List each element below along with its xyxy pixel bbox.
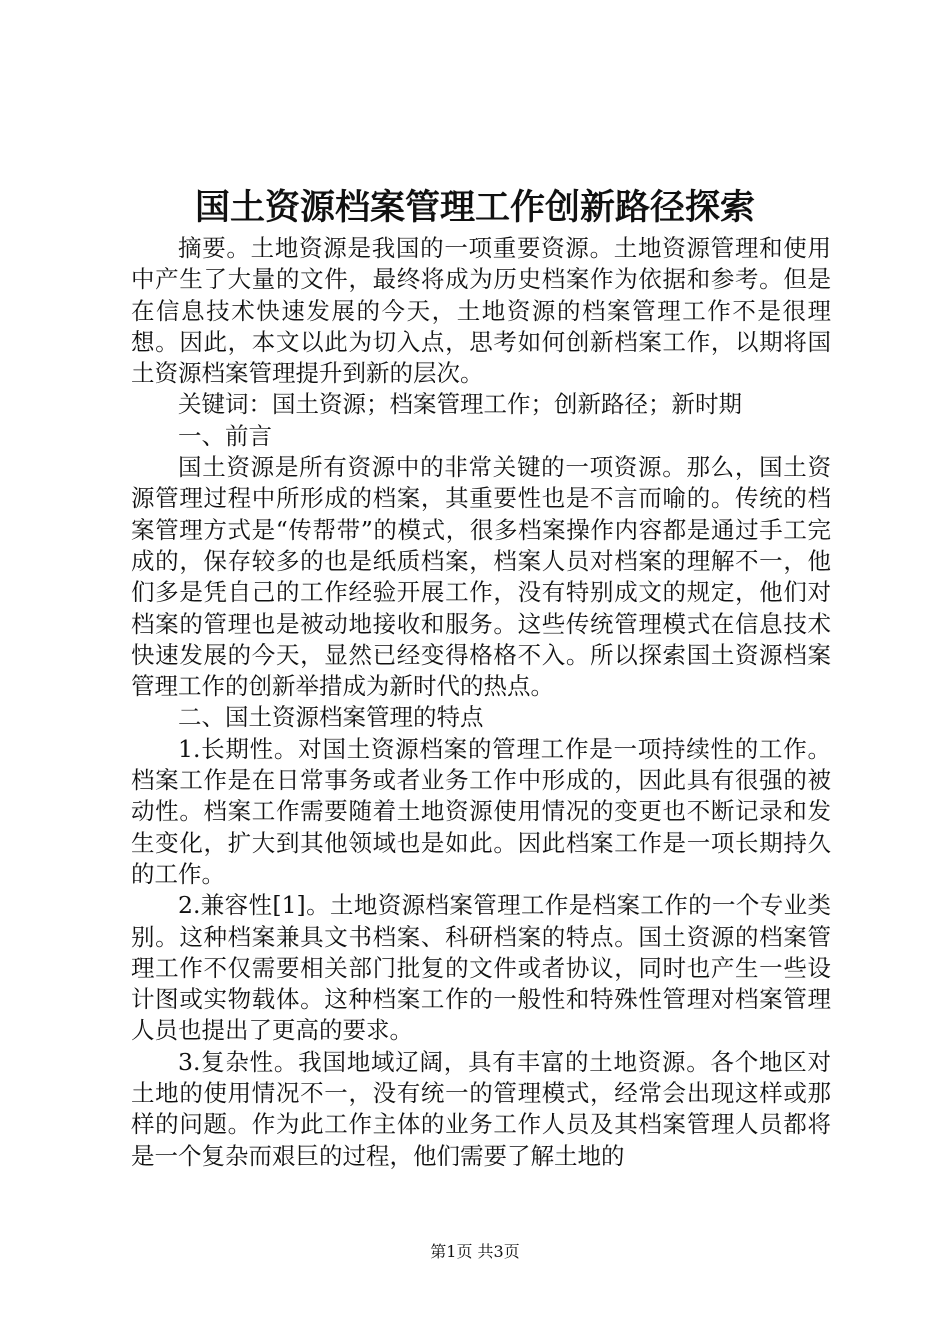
- document-title: 国土资源档案管理工作创新路径探索: [194, 187, 755, 228]
- introduction-paragraph: 国土资源是所有资源中的非常关键的一项资源。那么，国土资源管理过程中所形成的档案，其重要性也是不言而喻的。传统的档案管理方式是“传帮带”的模式，很多档案操作内容都是通过手工完成的，保存较多的也是纸质档案，档案人员对档案的理解不一，他们多是凭自己的工作经验开展工作，没有特别成文的规定，他们对档案的管理也是被动地接收和服务。这些传统管理模式在信息技术快速发展的今天，显然已经变得格格不入。所以探索国土资源档案管理工作的创新举措成为新时代的热点。: [131, 453, 831, 701]
- page-footer: 第1页 共3页: [430, 1242, 520, 1261]
- keywords-paragraph: 关键词：国土资源；档案管理工作；创新路径；新时期: [178, 390, 742, 419]
- abstract-paragraph: 摘要。土地资源是我国的一项重要资源。土地资源管理和使用中产生了大量的文件，最终将成为历史档案作为依据和参考。但是在信息技术快速发展的今天，土地资源的档案管理工作不是很理想。因此，本文以此为切入点，思考如何创新档案工作，以期将国土资源档案管理提升到新的层次。: [131, 234, 831, 388]
- characteristic-complexity-paragraph: 3.复杂性。我国地域辽阔，具有丰富的土地资源。各个地区对土地的使用情况不一，没有统一的管理模式，经常会出现这样或那样的问题。作为此工作主体的业务工作人员及其档案管理人员都将是一个复杂而艰巨的过程，他们需要了解土地的: [131, 1047, 831, 1170]
- characteristic-longterm-paragraph: 1.长期性。对国土资源档案的管理工作是一项持续性的工作。档案工作是在日常事务或者业务工作中形成的，因此具有很强的被动性。档案工作需要随着土地资源使用情况的变更也不断记录和发生变化，扩大到其他领域也是如此。因此档案工作是一项长期持久的工作。: [131, 734, 831, 888]
- section-heading-introduction: 一、前言: [178, 421, 272, 450]
- characteristic-compatibility-paragraph: 2.兼容性[1]。土地资源档案管理工作是档案工作的一个专业类别。这种档案兼具文书档案、科研档案的特点。国土资源的档案管理工作不仅需要相关部门批复的文件或者协议，同时也产生一些设计图或实物载体。这种档案工作的一般性和特殊性管理对档案管理人员也提出了更高的要求。: [131, 891, 831, 1045]
- document-body: [131, 233, 831, 1172]
- section-heading-characteristics: 二、国土资源档案管理的特点: [178, 703, 484, 732]
